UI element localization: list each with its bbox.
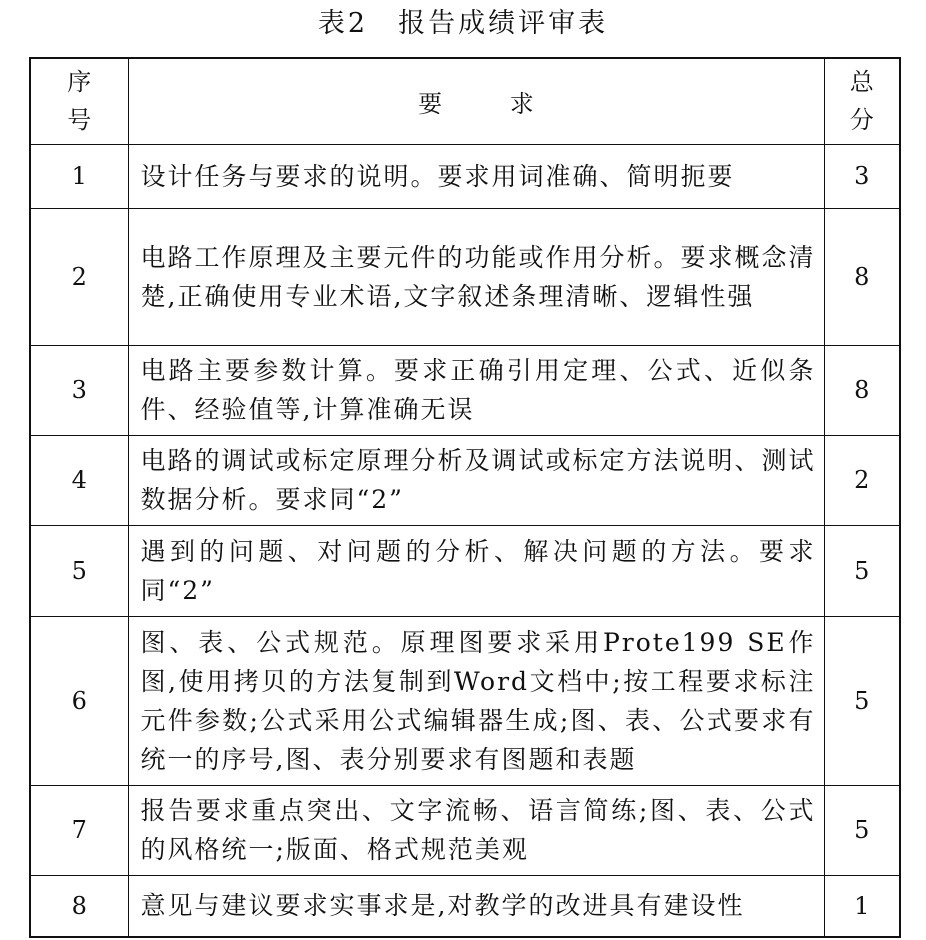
row-score: 2 [824,435,900,525]
row-score: 1 [824,875,900,937]
table-row [30,875,900,937]
row-score: 5 [824,616,900,785]
row-score: 8 [824,345,900,435]
row-requirement: 遇到的问题、对问题的分析、解决问题的方法。要求同“2” [128,525,824,616]
header-row [30,58,900,144]
row-number: 1 [30,144,128,208]
row-number: 7 [30,785,128,875]
row-requirement: 电路的调试或标定原理分析及调试或标定方法说明、测试数据分析。要求同“2” [128,435,824,525]
row-requirement: 电路工作原理及主要元件的功能或作用分析。要求概念清楚,正确使用专业术语,文字叙述条理清晰、逻辑性强 [128,208,824,345]
table-row [30,525,900,616]
row-requirement: 设计任务与要求的说明。要求用词准确、简明扼要 [128,144,824,208]
header-no-line2: 号 [67,106,92,135]
header-score-line2: 分 [849,106,874,135]
header-score-line1: 总 [849,68,874,97]
row-score: 5 [824,525,900,616]
row-number: 2 [30,208,128,345]
row-requirement: 意见与建议要求实事求是,对教学的改进具有建设性 [128,875,824,937]
header-requirement: 要 求 [128,58,824,144]
header-score [824,58,900,144]
row-score: 5 [824,785,900,875]
row-number: 3 [30,345,128,435]
header-no [30,58,128,144]
row-requirement: 报告要求重点突出、文字流畅、语言简练;图、表、公式的风格统一;版面、格式规范美观 [128,785,824,875]
table-row [30,208,900,345]
table-row [30,616,900,785]
row-requirement: 电路主要参数计算。要求正确引用定理、公式、近似条件、经验值等,计算准确无误 [128,345,824,435]
row-number: 8 [30,875,128,937]
table-row [30,435,900,525]
row-number: 6 [30,616,128,785]
row-requirement: 图、表、公式规范。原理图要求采用Prote199 SE作图,使用拷贝的方法复制到Word文档中;按工程要求标注元件参数;公式采用公式编辑器生成;图、表、公式要求有统一的序号,图、表分别要求有图题和表题 [128,616,824,785]
row-number: 4 [30,435,128,525]
table-row [30,144,900,208]
row-number: 5 [30,525,128,616]
table-title: 表2 报告成绩评审表 [317,8,609,39]
row-score: 8 [824,208,900,345]
evaluation-table [29,57,901,938]
header-no-line1: 序 [67,68,92,97]
table-row [30,785,900,875]
table-row [30,345,900,435]
row-score: 3 [824,144,900,208]
